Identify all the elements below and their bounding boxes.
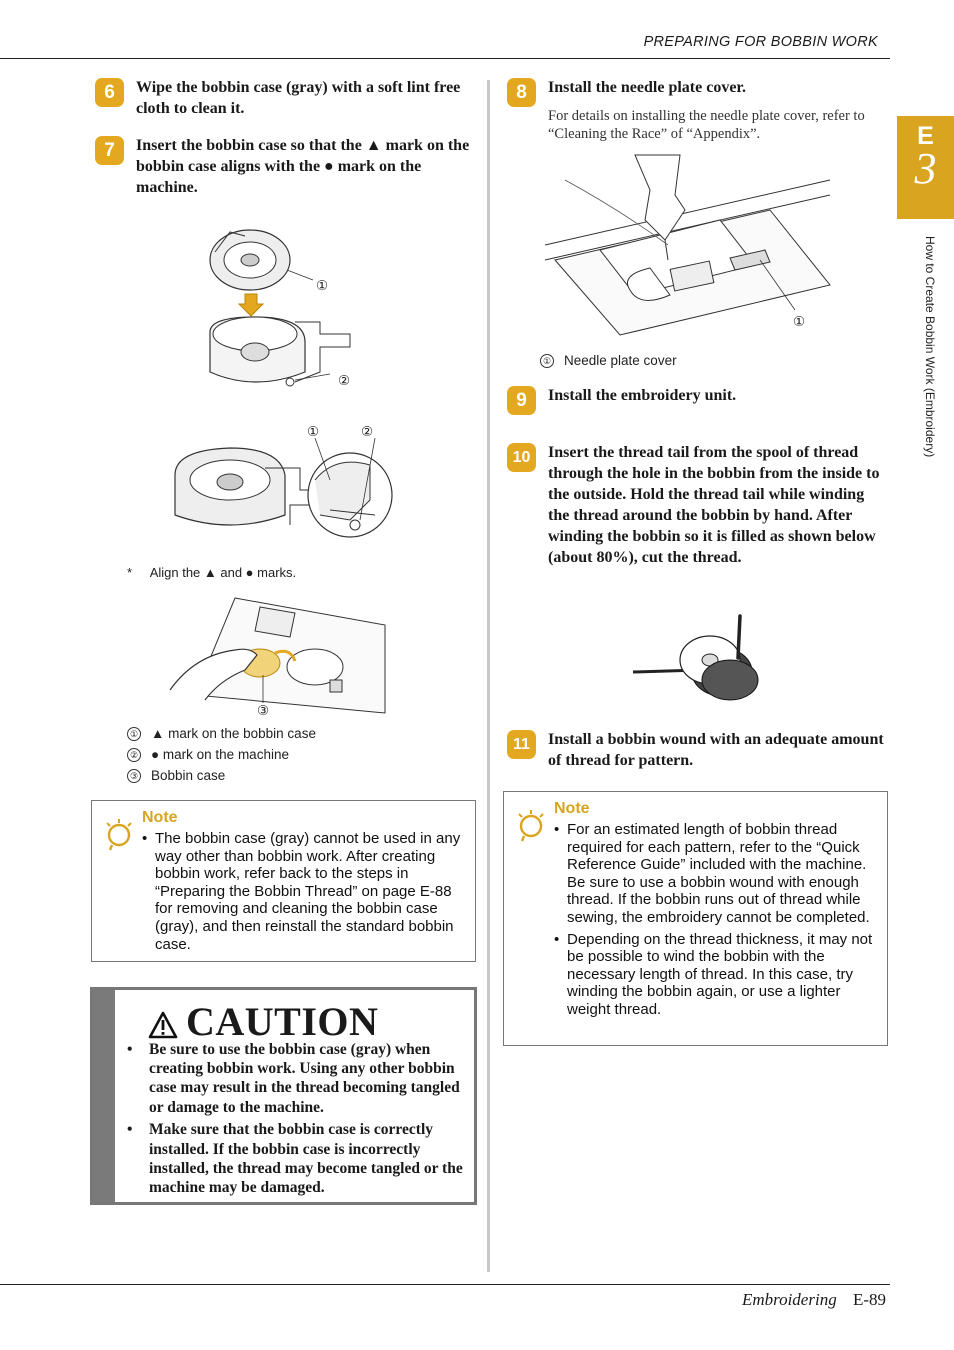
note-left-item-1: • The bobbin case (gray) cannot be used in any way other than bobbin work. After creating bobbin work, refer back to the steps in “Preparing the Bobbin Thread” on page E-88 for removing and cleaning the bobbin case (gray), and then reinstall the standard bobbin case. [142,830,462,953]
caution-title: CAUTION [186,999,379,1044]
align-note [127,565,296,580]
lightbulb-icon [102,815,134,851]
step-10-icon: 10 [507,443,536,472]
caution-heading [148,998,378,1045]
chapter-tab-number: 3 [914,144,937,193]
page-number: E-89 [852,1290,886,1309]
legend-needle-plate-num: ① [540,354,554,368]
legend-text-1: ▲ mark on the bobbin case [151,726,316,741]
note-right-item-1: • For an estimated length of bobbin thread required for each pattern, refer to the “Quick Reference Guide” included with the machine. Be sure to use a bobbin wound with enough thread. If the bobbin runs out of thread while sewing, the embroidery cannot be completed. [554,821,879,927]
warning-triangle-icon [148,1011,178,1039]
note-box-right [503,791,888,1046]
callout-1-fig1: ① [316,278,329,293]
note-right-item-2: • Depending on the thread thickness, it may not be possible to wind the bobbin with the necessary length of thread. In this case, try winding the bobbin again, or use a lighter weight thread. [554,931,879,1019]
callout-2-fig1: ② [338,373,351,388]
note-title-left: Note [142,809,178,826]
footer-section: Embroidering [741,1290,837,1309]
step-6-text: Wipe the bobbin case (gray) with a soft lint free cloth to clean it. [136,79,461,117]
caution-bar [93,990,115,1202]
note-title-right: Note [554,800,590,817]
callout-2-fig2: ② [361,424,374,439]
legend-needle-plate [540,353,677,368]
legend-item-1 [127,726,316,741]
page-footer [742,1290,886,1310]
step-8-subtext: For details on installing the needle plate cover, refer to “Cleaning the Race” of “Appendix”. [548,108,865,142]
step-10-text: Insert the thread tail from the spool of thread through the hole in the bobbin from the inside to the outside. Hold the thread tail while winding the thread around the bobbin by hand. After winding the bobbin so it is filled as shown below (about 80%), cut the thread. [548,444,880,566]
step-11-icon: 11 [507,730,536,759]
bobbin-case-aligned-figure [170,420,395,555]
legend-num-3: ③ [127,769,141,783]
note-list-right [554,821,879,1023]
step-9-text: Install the embroidery unit. [548,387,737,404]
chapter-side-title: How to Create Bobbin Work (Embroidery) [923,236,937,458]
align-note-text: Align the ▲ and ● marks. [149,565,297,580]
step-8-text: Install the needle plate cover. [548,79,747,96]
column-divider [487,80,490,1272]
header-rule [0,58,890,59]
legend-needle-plate-text: Needle plate cover [564,353,677,368]
wound-bobbin-figure [630,610,765,705]
caution-box [90,987,477,1205]
legend-text-2: ● mark on the machine [151,747,289,762]
legend-text-3: Bobbin case [151,768,226,783]
chapter-tab-letter: E [917,122,934,150]
caution-item-1: • Be sure to use the bobbin case (gray) when creating bobbin work. Using any other bobbin case may result in the thread becoming tangled or damage to the machine. [121,1040,466,1117]
legend-num-1: ① [127,727,141,741]
callout-3-fig3: ③ [257,703,270,718]
step-7-icon: 7 [95,136,124,165]
callout-1-fig2: ① [307,424,320,439]
legend-item-3 [127,768,225,783]
note-box-left [91,800,476,962]
step-11-text: Install a bobbin wound with an adequate amount of thread for pattern. [548,731,884,769]
note-list-left [142,830,462,957]
running-header: PREPARING FOR BOBBIN WORK [643,34,878,50]
align-note-asterisk: * [127,565,133,580]
caution-item-2: • Make sure that the bobbin case is correctly installed. If the bobbin case is incorrectly installed, the thread may become tangled or the machine may be damaged. [121,1120,466,1197]
chapter-tab [897,116,954,219]
callout-1-needle-plate: ① [793,314,806,329]
lightbulb-icon [514,806,546,842]
step-8-icon: 8 [507,78,536,107]
caution-list [121,1040,466,1201]
step-7-text: Insert the bobbin case so that the ▲ mark on the bobbin case aligns with the ● mark on the machine. [136,137,470,196]
step-6-icon: 6 [95,78,124,107]
hand-insert-figure [165,595,390,720]
legend-item-2 [127,747,289,762]
legend-num-2: ② [127,748,141,762]
footer-rule [0,1284,890,1285]
step-9-icon: 9 [507,386,536,415]
